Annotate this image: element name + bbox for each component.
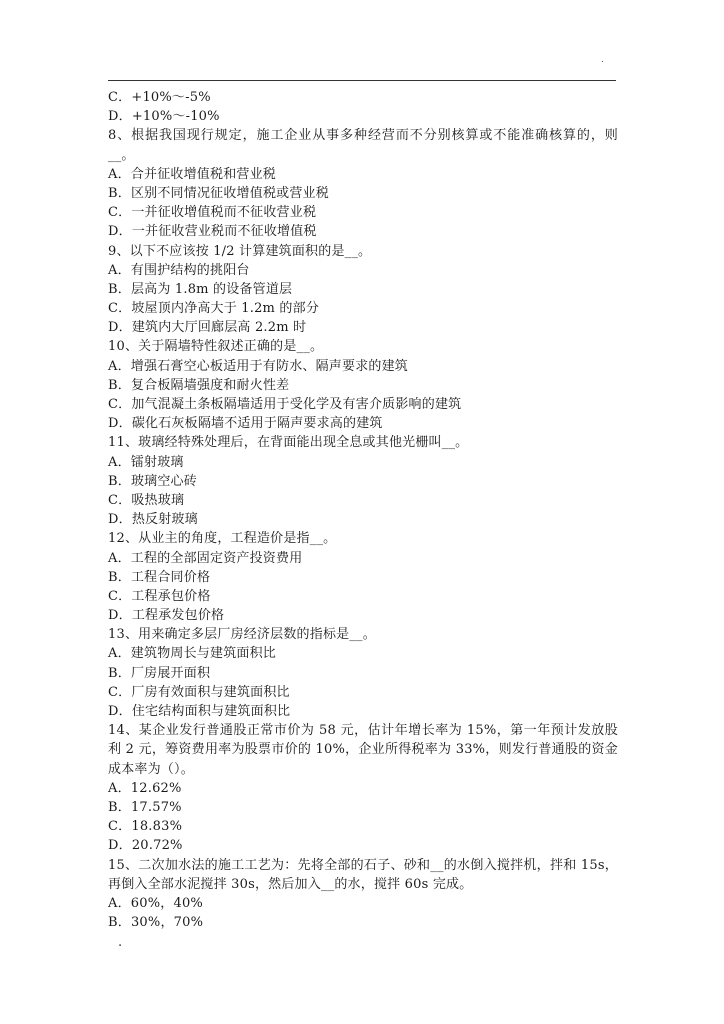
footer-mark: .: [118, 935, 123, 950]
text-line: D．+10%～-10%: [108, 109, 220, 125]
text-line: B．工程合同价格: [108, 569, 211, 585]
text-line: A．工程的全部固定资产投资费用: [108, 550, 303, 566]
text-line: A．镭射玻璃: [108, 454, 184, 470]
text-line: A．增强石膏空心板适用于有防水、隔声要求的建筑: [108, 358, 408, 374]
text-line: D．热反射玻璃: [108, 512, 198, 528]
text-line: C．加气混凝土条板隔墙适用于受化学及有害介质影响的建筑: [108, 397, 462, 413]
text-line: B．区别不同情况征收增值税或营业税: [108, 185, 329, 201]
text-line: D．住宅结构面积与建筑面积比: [108, 704, 291, 720]
text-line: C．厂房有效面积与建筑面积比: [108, 684, 290, 700]
text-line: 13、用来确定多层厂房经济层数的指标是__。: [108, 627, 376, 643]
document-body: [108, 88, 618, 932]
text-line: C．工程承包价格: [108, 588, 211, 604]
text-line: C．+10%～-5%: [108, 90, 211, 105]
text-line: A．建筑物周长与建筑面积比: [108, 646, 276, 662]
text-line: B．复合板隔墙强度和耐火性差: [108, 377, 290, 393]
text-line: D．20.72%: [108, 838, 183, 854]
text-line: 11、玻璃经特殊处理后，在背面能出现全息或其他光栅叫__。: [108, 435, 469, 451]
text-line: B．层高为 1.8m 的设备管道层: [108, 281, 293, 297]
text-line: 9、以下不应该按 1/2 计算建筑面积的是__。: [108, 243, 372, 259]
text-line: C．18.83%: [108, 819, 183, 835]
text-line: D．碳化石灰板隔墙不适用于隔声要求高的建筑: [108, 416, 383, 432]
header-rule: [108, 80, 616, 81]
text-line: 8、根据我国现行规定，施工企业从事多种经营而不分别核算或不能准确核算的，则__。: [108, 128, 618, 163]
text-line: 14、某企业发行普通股正常市价为 58 元，估计年增长率为 15%，第一年预计发放股利 2 元，筹资费用率为股票市价的 10%，企业所得税率为 33%，则发行普通股的资金成本率为（）。: [108, 723, 618, 777]
text-line: B．17.57%: [108, 800, 182, 816]
text-line: B．玻璃空心砖: [108, 473, 197, 489]
header-mark: .: [601, 55, 604, 65]
text-line: D．一并征收营业税而不征收增值税: [108, 224, 317, 240]
text-line: C．坡屋顶内净高大于 1.2m 的部分: [108, 301, 320, 317]
text-line: 10、关于隔墙特性叙述正确的是__。: [108, 339, 324, 355]
text-line: A．60%，40%: [108, 895, 203, 911]
text-line: C．一并征收增值税而不征收营业税: [108, 205, 317, 221]
text-line: B．30%，70%: [108, 915, 204, 931]
text-line: C．吸热玻璃: [108, 492, 185, 508]
text-line: D．工程承发包价格: [108, 608, 225, 624]
text-line: 15、二次加水法的施工工艺为：先将全部的石子、砂和__的水倒入搅拌机，拌和 15s，再倒入全部水泥搅拌 30s，然后加入__的水，搅拌 60s 完成。: [108, 857, 618, 892]
text-line: A．有围护结构的挑阳台: [108, 262, 250, 278]
text-line: B．厂房展开面积: [108, 665, 211, 681]
text-line: 12、从业主的角度，工程造价是指__。: [108, 531, 337, 547]
text-line: A．12.62%: [108, 780, 182, 796]
text-line: D．建筑内大厅回廊层高 2.2m 时: [108, 320, 307, 336]
text-line: A．合并征收增值税和营业税: [108, 166, 276, 182]
